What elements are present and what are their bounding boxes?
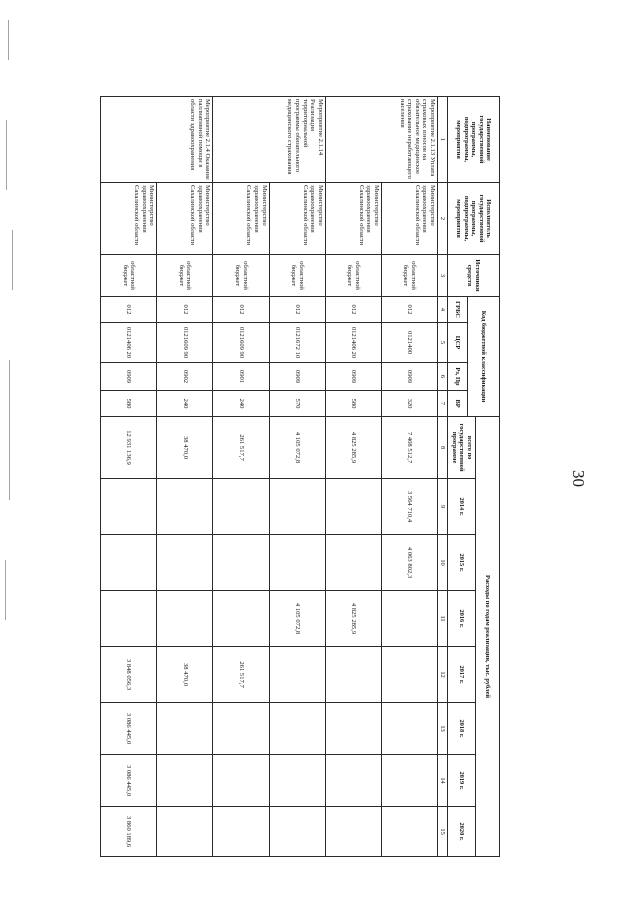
row-vr: 240: [213, 391, 269, 417]
row-total: 261 517,7: [213, 417, 269, 479]
row-2017: 261 517,7: [213, 647, 269, 703]
column-number: 3: [438, 255, 448, 297]
header-year-2014: 2014 г.: [448, 479, 476, 535]
table-row: [269, 97, 325, 857]
row-total: 4 825 285,9: [325, 417, 381, 479]
row-2019: [325, 755, 381, 807]
row-rzpr: 0909: [101, 363, 157, 391]
row-grbs: 012: [269, 297, 325, 323]
row-executor: Министерство здравоохранения Сахалинской области: [157, 183, 213, 255]
row-2020: [157, 807, 213, 857]
row-executor: Министерство здравоохранения Сахалинской области: [381, 183, 437, 255]
row-rzpr: 0909: [325, 363, 381, 391]
header-grbs: ГРБС: [448, 297, 468, 323]
row-total: 12 931 136,9: [101, 417, 157, 479]
column-number: 9: [438, 479, 448, 535]
header-csr: ЦСР: [448, 323, 468, 363]
column-number: 14: [438, 755, 448, 807]
scan-mark: [12, 230, 13, 290]
scan-mark: [8, 20, 9, 60]
table-row: [213, 97, 269, 857]
row-2018: [157, 703, 213, 755]
row-vr: 320: [381, 391, 437, 417]
row-grbs: 012: [381, 297, 437, 323]
row-2017: [325, 647, 381, 703]
header-year-2017: 2017 г.: [448, 647, 476, 703]
header-budget-codes: Код бюджетной классификации: [468, 297, 500, 417]
row-2018: [213, 703, 269, 755]
row-source: областной бюджет: [101, 255, 157, 297]
row-2019: [213, 755, 269, 807]
row-csr: 0121672 10: [269, 323, 325, 363]
row-2016: 4 105 072,8: [269, 591, 325, 647]
row-2014: [213, 479, 269, 535]
scan-mark: [6, 120, 7, 190]
row-vr: 580: [325, 391, 381, 417]
row-grbs: 012: [213, 297, 269, 323]
row-2018: [269, 703, 325, 755]
row-vr: 580: [101, 391, 157, 417]
row-rzpr: 0909: [381, 363, 437, 391]
row-2020: [325, 807, 381, 857]
row-2015: 4 063 802,3: [381, 535, 437, 591]
column-numbers-row: [438, 97, 448, 857]
row-2016: [213, 591, 269, 647]
header-year-2019: 2019 г.: [448, 755, 476, 807]
scan-mark: [5, 560, 6, 620]
measure-name-2-1-4: Мероприятие 2.1.4 Оказание паллиативной помощи в области здравоохранения: [101, 97, 213, 183]
column-number: 15: [438, 807, 448, 857]
row-csr: 0121400: [381, 323, 437, 363]
row-2014: 3 564 710,4: [381, 479, 437, 535]
row-2018: 3 086 445,0: [101, 703, 157, 755]
row-2020: 3 860 189,6: [101, 807, 157, 857]
header-year-2016: 2016 г.: [448, 591, 476, 647]
column-number: 2: [438, 183, 448, 255]
table-row: [325, 97, 381, 857]
row-2014: [269, 479, 325, 535]
row-grbs: 012: [101, 297, 157, 323]
row-grbs: 012: [157, 297, 213, 323]
row-executor: Министерство здравоохранения Сахалинской области: [101, 183, 157, 255]
row-executor: Министерство здравоохранения Сахалинской области: [269, 183, 325, 255]
header-year-2015: 2015 г.: [448, 535, 476, 591]
row-2016: [101, 591, 157, 647]
row-2019: 3 086 445,0: [101, 755, 157, 807]
row-source: областной бюджет: [269, 255, 325, 297]
header-vr: ВР: [448, 391, 468, 417]
row-2019: [269, 755, 325, 807]
row-2015: [157, 535, 213, 591]
header-name: Наименование государственной программы, подпрограммы, мероприятия: [448, 97, 500, 183]
row-csr: 0121406 20: [325, 323, 381, 363]
budget-table: [100, 96, 500, 857]
row-source: областной бюджет: [213, 255, 269, 297]
row-2017: [381, 647, 437, 703]
rotated-budget-table: [100, 96, 500, 856]
row-2014: [325, 479, 381, 535]
row-source: областной бюджет: [381, 255, 437, 297]
row-executor: Министерство здравоохранения Сахалинской области: [325, 183, 381, 255]
scan-mark: [9, 360, 10, 500]
column-number: 10: [438, 535, 448, 591]
row-grbs: 012: [325, 297, 381, 323]
row-2018: [381, 703, 437, 755]
header-expenses: Расходы по годам реализации, тыс. рублей: [476, 417, 500, 857]
row-source: областной бюджет: [325, 255, 381, 297]
row-rzpr: 0901: [213, 363, 269, 391]
row-2020: [381, 807, 437, 857]
row-vr: 240: [157, 391, 213, 417]
column-number: 12: [438, 647, 448, 703]
row-2019: [157, 755, 213, 807]
column-number: 6: [438, 363, 448, 391]
row-2014: [157, 479, 213, 535]
row-2015: [325, 535, 381, 591]
column-number: 8: [438, 417, 448, 479]
row-2016: 4 825 285,9: [325, 591, 381, 647]
column-number: 11: [438, 591, 448, 647]
table-row: [381, 97, 437, 857]
row-2014: [101, 479, 157, 535]
header-year-2018: 2018 г.: [448, 703, 476, 755]
row-2015: [101, 535, 157, 591]
row-total: 7 408 512,7: [381, 417, 437, 479]
row-2020: [213, 807, 269, 857]
row-rzpr: 0909: [269, 363, 325, 391]
row-executor: Министерство здравоохранения Сахалинской области: [213, 183, 269, 255]
page-number: 30: [569, 470, 588, 487]
row-csr: 0121609 90: [213, 323, 269, 363]
row-2015: [269, 535, 325, 591]
row-2017: 3 848 056,3: [101, 647, 157, 703]
row-2016: [381, 591, 437, 647]
measure-name-2-1-13: Мероприятие 2.1.13 Уплата страховых взносов на обязательное медицинское страхование неработающего населения: [325, 97, 437, 183]
column-number: 5: [438, 323, 448, 363]
row-csr: 0121406 20: [101, 323, 157, 363]
row-2015: [213, 535, 269, 591]
row-total: 4 105 072,8: [269, 417, 325, 479]
column-number: 7: [438, 391, 448, 417]
row-2020: [269, 807, 325, 857]
column-number: 1: [438, 97, 448, 183]
measure-name-2-1-14: Мероприятие 2.1.14 Реализация территориальной программы обязательного медицинского страхования: [213, 97, 325, 183]
header-executor: Исполнитель государственной программы, подпрограммы, мероприятия: [448, 183, 500, 255]
row-total: 38 470,0: [157, 417, 213, 479]
row-source: областной бюджет: [157, 255, 213, 297]
header-total: всего по государственной программе: [448, 417, 476, 479]
row-2018: [325, 703, 381, 755]
row-2019: [381, 755, 437, 807]
row-rzpr: 0902: [157, 363, 213, 391]
row-csr: 0121609 90: [157, 323, 213, 363]
row-2017: 38 470,0: [157, 647, 213, 703]
row-2017: [269, 647, 325, 703]
header-source: Источники средств: [448, 255, 500, 297]
column-number: 4: [438, 297, 448, 323]
table-row: [101, 97, 157, 857]
header-rzpr: Рз, Пр: [448, 363, 468, 391]
table-row: [157, 97, 213, 857]
row-2016: [157, 591, 213, 647]
column-number: 13: [438, 703, 448, 755]
header-year-2020: 2020 г.: [448, 807, 476, 857]
row-vr: 570: [269, 391, 325, 417]
